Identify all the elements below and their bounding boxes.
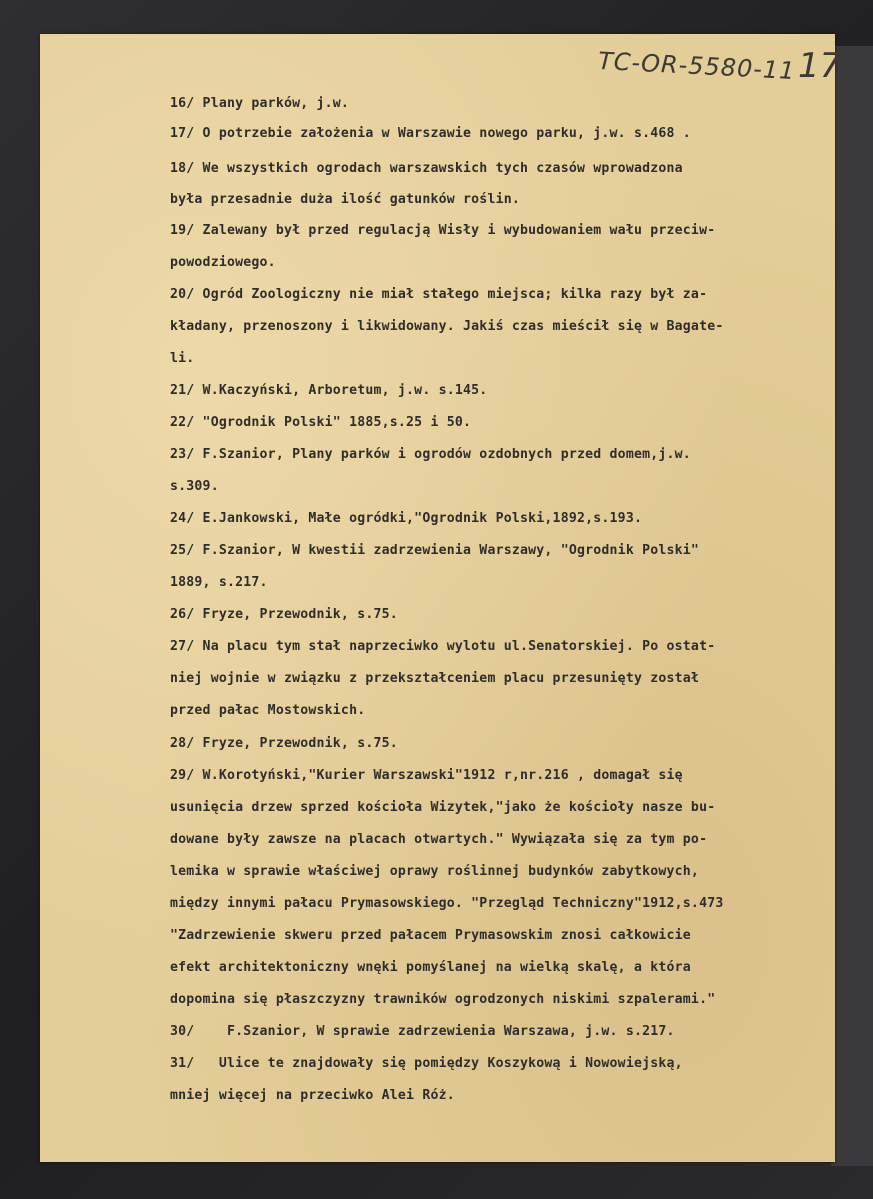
text-line: 21/ W.Kaczyński, Arboretum, j.w. s.145.	[170, 383, 488, 398]
text-line: 25/ F.Szanior, W kwestii zadrzewienia Warszawy, "Ogrodnik Polski"	[170, 543, 700, 558]
text-line: niej wojnie w związku z przekształceniem placu przesunięty został	[170, 671, 700, 686]
text-line: 30/ F.Szanior, W sprawie zadrzewienia Warszawa, j.w. s.217.	[170, 1024, 675, 1039]
text-line: powodziowego.	[170, 255, 276, 270]
text-line: 31/ Ulice te znajdowały się pomiędzy Koszykową i Nowowiejską,	[170, 1056, 683, 1071]
text-line: 19/ Zalewany był przed regulacją Wisły i wybudowaniem wału przeciw-	[170, 223, 716, 238]
text-line: 16/ Plany parków, j.w.	[170, 96, 350, 111]
text-line: 1889, s.217.	[170, 575, 268, 590]
text-line: 26/ Fryze, Przewodnik, s.75.	[170, 607, 398, 622]
text-line: usunięcia drzew sprzed kościoła Wizytek,"jako że kościoły nasze bu-	[170, 800, 716, 815]
text-line: "Zadrzewienie skweru przed pałacem Prymasowskim znosi całkowicie	[170, 928, 691, 943]
text-line: 27/ Na placu tym stał naprzeciwko wylotu ul.Senatorskiej. Po ostat-	[170, 639, 716, 654]
text-line: mniej więcej na przeciwko Alei Róż.	[170, 1088, 455, 1103]
text-line: kładany, przenoszony i likwidowany. Jakiś czas mieścił się w Bagate-	[170, 319, 724, 334]
text-line: między innymi pałacu Prymasowskiego. "Przegląd Techniczny"1912,s.473	[170, 896, 724, 911]
text-line: przed pałac Mostowskich.	[170, 703, 366, 718]
text-line: 23/ F.Szanior, Plany parków i ogrodów ozdobnych przed domem,j.w.	[170, 447, 691, 462]
text-line: 22/ "Ogrodnik Polski" 1885,s.25 i 50.	[170, 415, 472, 430]
text-line: 20/ Ogród Zoologiczny nie miał stałego miejsca; kilka razy był za-	[170, 287, 708, 302]
text-line: efekt architektoniczny wnęki pomyślanej na wielką skalę, a która	[170, 960, 691, 975]
text-line: 17/ O potrzebie założenia w Warszawie nowego parku, j.w. s.468 .	[170, 126, 691, 141]
handwritten-reference-number: TC-OR-5580-11	[597, 46, 797, 86]
scan-edge-shadow	[831, 46, 873, 1166]
text-line: 18/ We wszystkich ogrodach warszawskich tych czasów wprowadzona	[170, 161, 683, 176]
text-line: była przesadnie duża ilość gatunków roślin.	[170, 192, 521, 207]
document-page	[40, 34, 842, 1162]
text-line: dopomina się płaszczyzny trawników ogrodzonych niskimi szpalerami."	[170, 992, 716, 1007]
handwritten-folio-number: 17	[798, 46, 842, 86]
text-line: s.309.	[170, 479, 219, 494]
text-line: li.	[170, 351, 195, 366]
text-line: dowane były zawsze na placach otwartych." Wywiązała się za tym po-	[170, 832, 708, 847]
text-line: 29/ W.Korotyński,"Kurier Warszawski"1912 r,nr.216 , domagał się	[170, 768, 683, 783]
text-line: 28/ Fryze, Przewodnik, s.75.	[170, 736, 398, 751]
text-line: lemika w sprawie właściwej oprawy roślinnej budynków zabytkowych,	[170, 864, 700, 879]
text-line: 24/ E.Jankowski, Małe ogródki,"Ogrodnik Polski,1892,s.193.	[170, 511, 643, 526]
